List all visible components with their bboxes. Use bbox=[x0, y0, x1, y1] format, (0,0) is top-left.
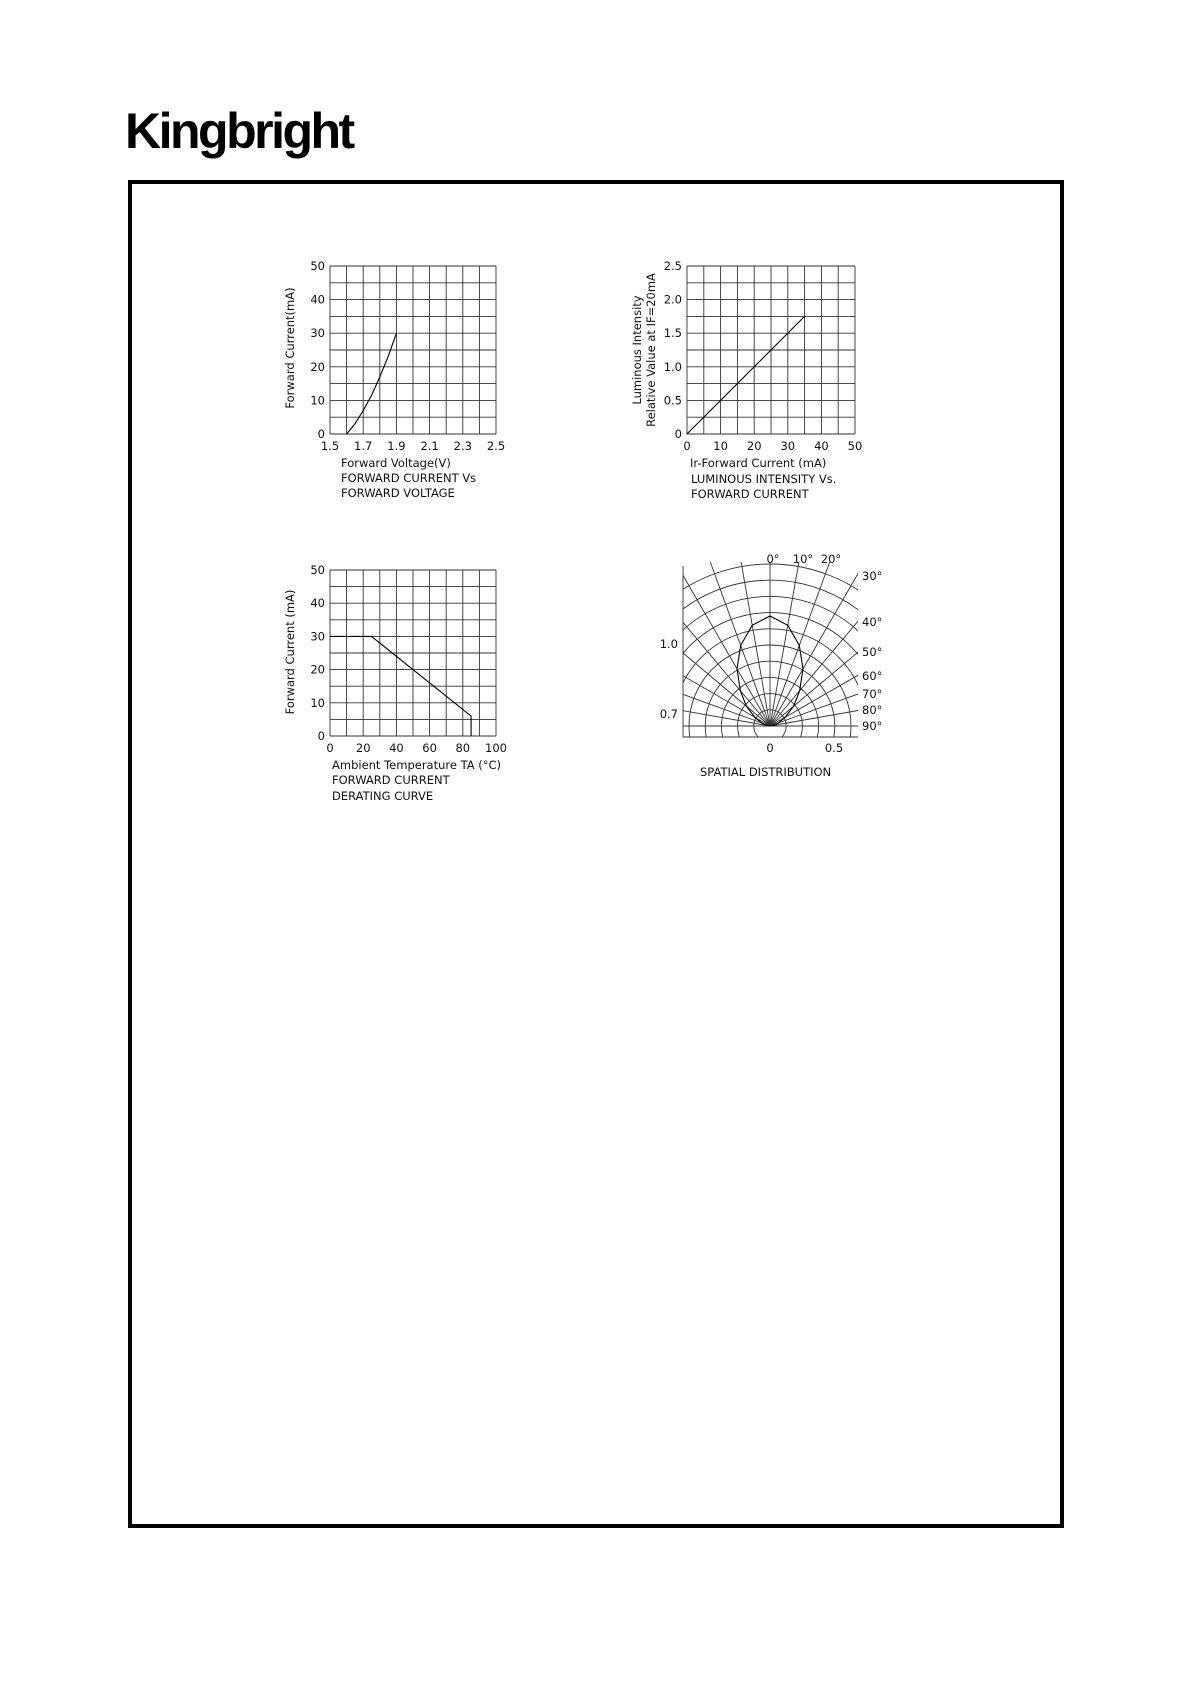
sp-angle-label-right: 90° bbox=[862, 719, 883, 733]
iv-y-tick: 10 bbox=[310, 393, 325, 408]
der-x-tick: 20 bbox=[355, 741, 371, 755]
chart-derating-curve bbox=[270, 555, 530, 815]
iv-y-tick: 0 bbox=[317, 427, 325, 441]
chart-spatial-distribution bbox=[640, 545, 900, 785]
lum-y-tick: 1.5 bbox=[663, 326, 682, 341]
iv-x-tick: 2.1 bbox=[420, 439, 439, 453]
sp-x-tick: 0 bbox=[766, 741, 774, 755]
chart-luminous-intensity-vs-current bbox=[620, 250, 880, 510]
iv-y-tick: 40 bbox=[310, 292, 325, 307]
lum-x-tick: 0 bbox=[683, 439, 691, 453]
sp-x-tick: 0.5 bbox=[824, 741, 844, 755]
der-y-tick: 20 bbox=[310, 662, 325, 677]
der-x-tick: 0 bbox=[326, 741, 334, 755]
lum-curve bbox=[687, 316, 805, 434]
lum-ylabel-1: Luminous Intensity bbox=[630, 295, 644, 405]
lum-x-tick: 40 bbox=[814, 439, 829, 453]
sp-angle-label-right: 70° bbox=[862, 687, 883, 701]
sp-radial-label: 0.7 bbox=[659, 707, 678, 721]
content-frame bbox=[128, 180, 1064, 1528]
der-xlabel: Ambient Temperature TA (°C) bbox=[332, 758, 502, 772]
iv-y-tick: 20 bbox=[310, 359, 325, 374]
iv-x-tick: 2.3 bbox=[453, 439, 472, 453]
lum-x-tick: 10 bbox=[713, 439, 728, 453]
der-y-tick: 0 bbox=[317, 729, 325, 743]
der-x-tick: 100 bbox=[485, 741, 507, 755]
lum-title: LUMINOUS INTENSITY Vs. bbox=[691, 472, 837, 486]
lum-subtitle: FORWARD CURRENT bbox=[691, 487, 809, 501]
sp-angle-label-right: 60° bbox=[862, 669, 883, 683]
sp-angle-label-right: 50° bbox=[862, 645, 883, 659]
sp-angle-label-right: 40° bbox=[862, 615, 883, 629]
lum-xlabel: Ir-Forward Current (mA) bbox=[690, 456, 827, 470]
lum-x-tick: 30 bbox=[780, 439, 796, 453]
iv-subtitle: FORWARD VOLTAGE bbox=[341, 486, 455, 500]
der-ylabel: Forward Current (mA) bbox=[283, 589, 297, 715]
sp-radial-label: 1.0 bbox=[659, 637, 678, 651]
der-title: FORWARD CURRENT bbox=[332, 773, 450, 787]
iv-x-tick: 1.9 bbox=[387, 439, 406, 453]
iv-title: FORWARD CURRENT Vs bbox=[341, 471, 477, 485]
iv-xlabel: Forward Voltage(V) bbox=[341, 456, 451, 470]
der-y-tick: 40 bbox=[310, 596, 325, 611]
der-x-tick: 80 bbox=[455, 741, 471, 755]
lum-ylabel-2: Relative Value at IF=20mA bbox=[644, 273, 658, 427]
kingbright-logo: Kingbright bbox=[125, 103, 353, 159]
sp-title: SPATIAL DISTRIBUTION bbox=[700, 765, 832, 779]
iv-y-tick: 30 bbox=[310, 326, 325, 341]
der-y-tick: 10 bbox=[310, 695, 325, 710]
iv-y-tick: 50 bbox=[310, 259, 325, 273]
der-y-tick: 50 bbox=[310, 563, 325, 577]
iv-x-tick: 1.7 bbox=[354, 439, 373, 453]
der-x-tick: 60 bbox=[422, 741, 437, 755]
lum-y-tick: 1.0 bbox=[663, 359, 682, 374]
sp-angle-label-top: 10° bbox=[792, 552, 814, 566]
der-subtitle: DERATING CURVE bbox=[332, 789, 434, 803]
lum-y-tick: 0.5 bbox=[663, 393, 682, 408]
iv-x-tick: 1.5 bbox=[320, 439, 340, 453]
sp-angle-label-right: 80° bbox=[862, 703, 883, 717]
iv-x-tick: 2.5 bbox=[486, 439, 506, 453]
chart-forward-current-vs-voltage bbox=[270, 250, 530, 510]
lum-y-tick: 2.5 bbox=[663, 259, 682, 273]
der-y-tick: 30 bbox=[310, 629, 325, 644]
lum-x-tick: 50 bbox=[847, 439, 863, 453]
iv-ylabel: Forward Current(mA) bbox=[283, 287, 297, 409]
lum-x-tick: 20 bbox=[746, 439, 762, 453]
lum-y-tick: 0 bbox=[674, 427, 682, 441]
sp-angle-label-top: 20° bbox=[820, 552, 842, 566]
sp-angle-label-top: 0° bbox=[766, 552, 780, 566]
lum-y-tick: 2.0 bbox=[663, 292, 682, 307]
der-x-tick: 40 bbox=[389, 741, 404, 755]
sp-angle-label-right: 30° bbox=[862, 569, 883, 583]
